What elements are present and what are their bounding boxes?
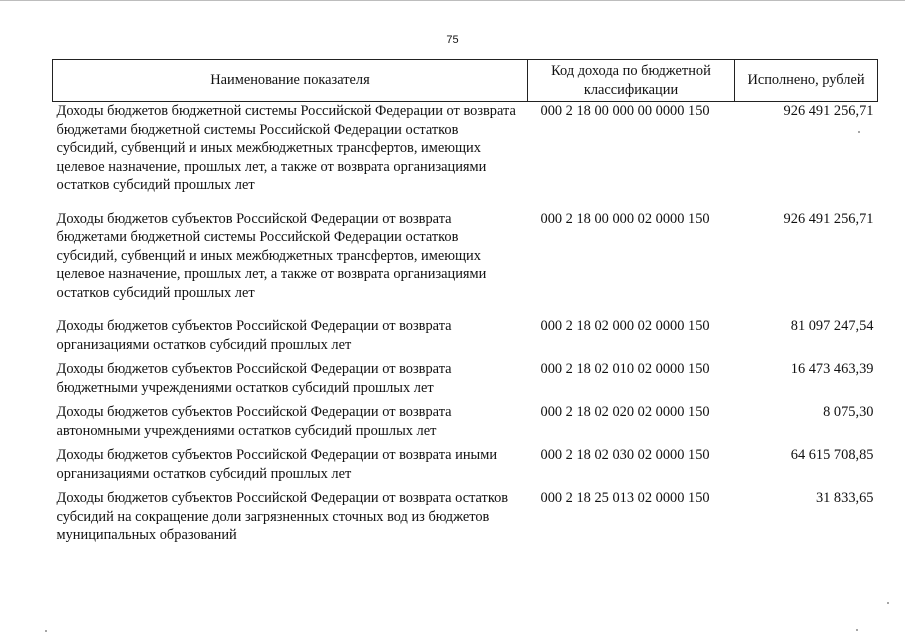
table-row <box>53 317 878 360</box>
row-code: 000 2 18 02 010 02 0000 150 <box>540 361 710 377</box>
row-amount: 8 075,30 <box>823 404 874 420</box>
header-executed-amount: Исполнено, рублей <box>735 60 878 102</box>
page-top-border <box>0 0 905 1</box>
row-name: Доходы бюджетов субъектов Российской Федерации от возврата бюджетами бюджетной системы Российской Федерации остатков субсидий, субвенций и иных межбюджетных трансфертов, имеющих целевое назначение, прошлых лет, а также от возврата организациями остатков субсидий прошлых лет <box>56 210 487 301</box>
table-row <box>53 102 878 210</box>
row-name: Доходы бюджетов субъектов Российской Федерации от возврата организациями остатков субсидий прошлых лет <box>56 318 452 353</box>
row-code: 000 2 18 00 000 02 0000 150 <box>540 210 710 227</box>
row-amount: 926 491 256,71 <box>783 210 874 227</box>
table-row <box>53 360 878 403</box>
table-row <box>53 210 878 318</box>
header-indicator-name: Наименование показателя <box>53 60 528 102</box>
row-name: Доходы бюджетов субъектов Российской Федерации от возврата автономными учреждениями остатков субсидий прошлых лет <box>56 404 452 439</box>
row-amount: 926 491 256,71 <box>783 103 874 119</box>
row-name: Доходы бюджетов субъектов Российской Федерации от возврата остатков субсидий на сокращение доли загрязненных сточных вод из бюджетов муниципальных образований <box>56 490 509 543</box>
budget-revenue-table <box>52 59 878 545</box>
row-code: 000 2 18 02 020 02 0000 150 <box>540 404 710 420</box>
header-revenue-code: Код дохода по бюджетной классификации <box>528 60 735 102</box>
scan-speck <box>887 602 889 604</box>
row-code: 000 2 18 02 000 02 0000 150 <box>540 318 710 334</box>
table-header-row <box>53 60 878 102</box>
row-amount: 31 833,65 <box>815 490 874 506</box>
row-amount: 64 615 708,85 <box>790 447 874 463</box>
row-amount: 16 473 463,39 <box>790 361 874 377</box>
row-code: 000 2 18 02 030 02 0000 150 <box>540 447 710 463</box>
scan-speck <box>856 629 858 631</box>
page-number: 75 <box>446 34 459 46</box>
row-name: Доходы бюджетов бюджетной системы Российской Федерации от возврата бюджетами бюджетной системы Российской Федерации остатков субсидий, субвенций и иных межбюджетных трансфертов, имеющих целевое назначение, прошлых лет, а также от возврата организациями остатков субсидий прошлых лет <box>56 103 516 193</box>
row-name: Доходы бюджетов субъектов Российской Федерации от возврата иными организациями остатков субсидий прошлых лет <box>56 447 498 482</box>
scan-speck <box>858 131 860 133</box>
row-name: Доходы бюджетов субъектов Российской Федерации от возврата бюджетными учреждениями остатков субсидий прошлых лет <box>56 361 452 396</box>
row-code: 000 2 18 25 013 02 0000 150 <box>540 490 710 506</box>
scan-speck <box>45 630 47 632</box>
row-code: 000 2 18 00 000 00 0000 150 <box>540 103 710 119</box>
row-amount: 81 097 247,54 <box>790 318 874 334</box>
table-row <box>53 489 878 545</box>
table-row <box>53 403 878 446</box>
table-row <box>53 446 878 489</box>
